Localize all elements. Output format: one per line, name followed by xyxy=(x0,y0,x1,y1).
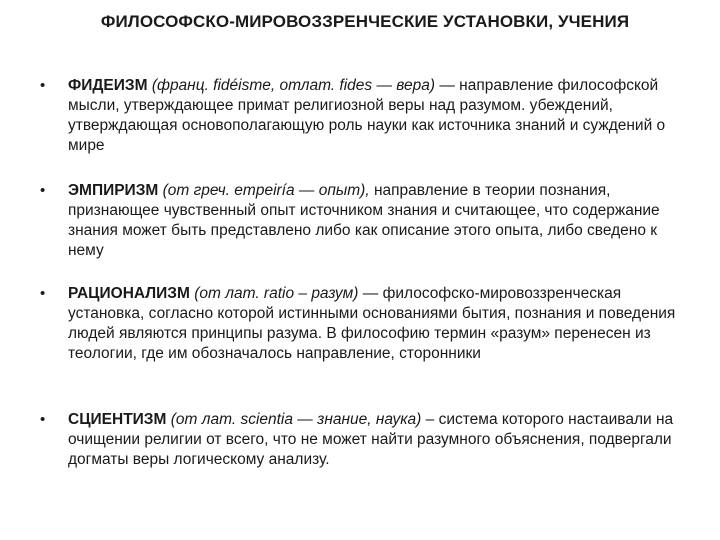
item-term: СЦИЕНТИЗМ xyxy=(68,411,167,428)
item-body: направление в теории познания, признающее чувственный опыт источником знания и считающее, что содержание знания может быть представлено либо как описание этого опыта, либо сведено к нему xyxy=(68,182,660,259)
list-item-scientism xyxy=(38,410,688,470)
list-item-fideism xyxy=(38,76,688,156)
item-body: – система которого настаивали на очищении религии от всего, что не может найти разумного объяснения, подвергали догматы веры логическому анализу. xyxy=(68,411,674,468)
item-origin: (от греч. empeiría — опыт), xyxy=(162,182,370,199)
bullet-icon: • xyxy=(40,182,46,199)
page-title: ФИЛОСОФСКО-МИРОВОЗЗРЕНЧЕСКИЕ УСТАНОВКИ, УЧЕНИЯ xyxy=(100,12,630,31)
item-origin: (франц. fidéisme, отлат. fides — вера) xyxy=(151,77,436,94)
item-term: ФИДЕИЗМ xyxy=(68,77,148,94)
bullet-icon: • xyxy=(40,285,46,302)
list-item-rationalism xyxy=(38,284,688,364)
item-body: — философско-мировоззренческая установка, согласно которой истинными основаниями бытия, познания и поведения людей являются принципы разума. В философию термин «разум» перенесен из теологии, где им обозначалось направление, сторонники xyxy=(68,285,676,362)
bullet-icon: • xyxy=(40,77,46,94)
item-term: РАЦИОНАЛИЗМ xyxy=(68,285,190,302)
item-origin: (от лат. scientia — знание, наука) xyxy=(170,411,422,428)
list-item-empiricism xyxy=(38,181,688,261)
bullet-icon: • xyxy=(40,411,46,428)
item-body: — направление философской мысли, утверждающее примат религиозной веры над разумом. убеждений, утверждающая основополагающую роль науки как источника знаний и суждений о мире xyxy=(68,77,666,154)
item-origin: (от лат. ratio – разум) xyxy=(194,285,359,302)
item-term: ЭМПИРИЗМ xyxy=(68,182,159,199)
